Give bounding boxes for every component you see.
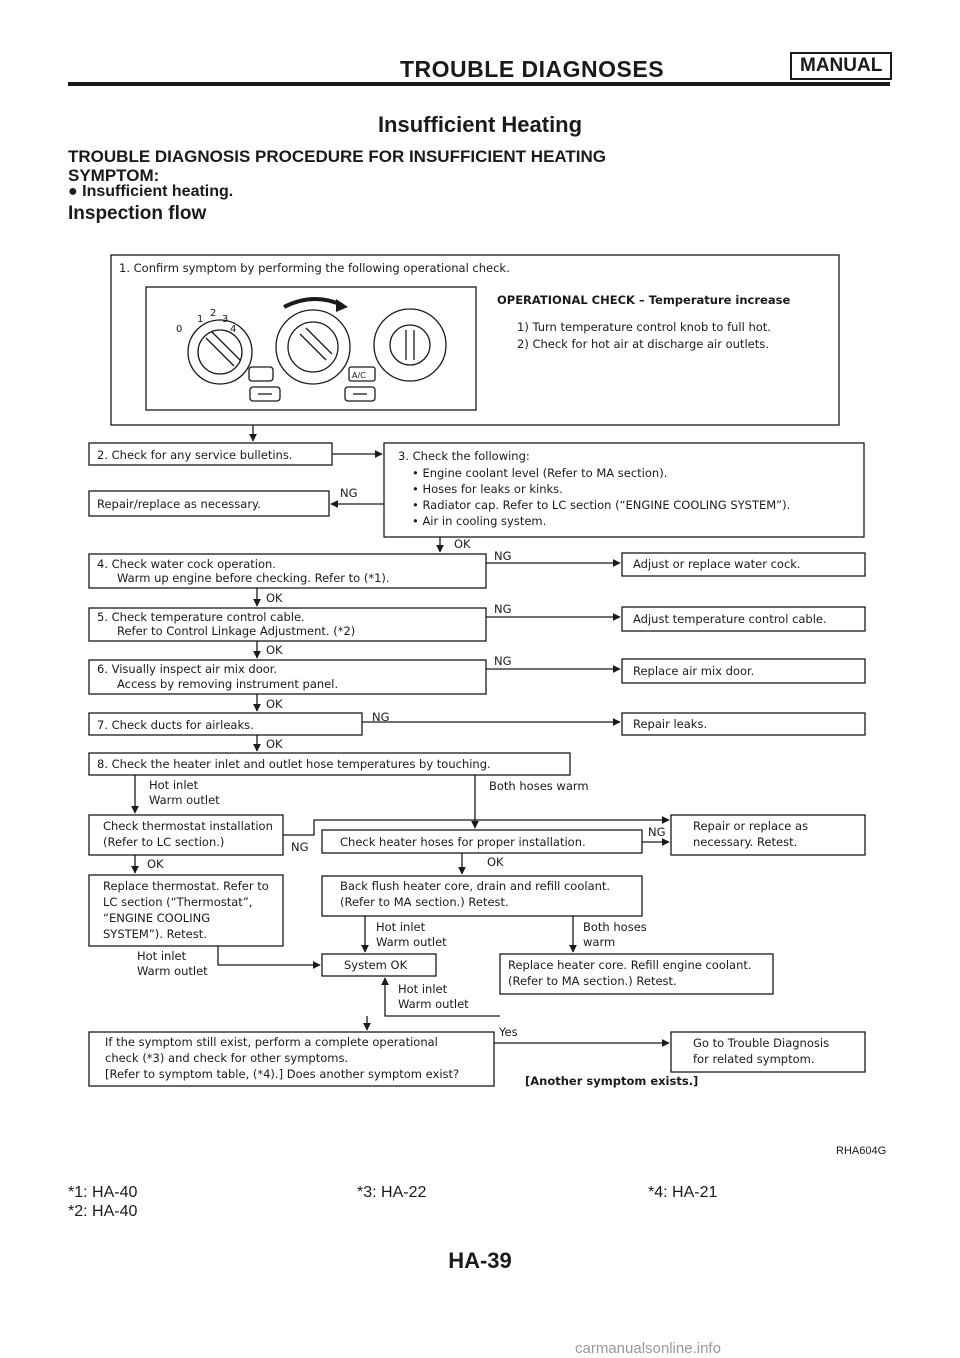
warm-outlet-label: Warm outlet xyxy=(376,935,447,949)
r7-text: Repair leaks. xyxy=(633,717,708,731)
r6-text: Replace air mix door. xyxy=(633,664,755,678)
ng-label: NG xyxy=(340,486,358,500)
goto-line2: for related symptom. xyxy=(693,1052,815,1066)
step3-item: • Hoses for leaks or kinks. xyxy=(412,482,563,496)
ok-label: OK xyxy=(454,537,471,551)
both-hoses-label: Both hoses xyxy=(583,920,647,934)
symptom-item: ● Insufficient heating. xyxy=(68,183,234,200)
final-line2: check (*3) and check for other symptoms. xyxy=(105,1051,349,1065)
footnote-3: *3: HA-22 xyxy=(357,1184,427,1201)
step3-item: • Air in cooling system. xyxy=(412,514,547,528)
fan-3: 3 xyxy=(222,314,229,325)
replace-core-line1: Replace heater core. Refill engine coolant. xyxy=(508,958,752,972)
replace-thermostat-line: SYSTEM”). Retest. xyxy=(103,927,207,941)
footnote-2: *2: HA-40 xyxy=(68,1203,138,1220)
backflush-line1: Back flush heater core, drain and refill coolant. xyxy=(340,879,611,893)
ng-label: NG xyxy=(291,840,309,854)
ok-label: OK xyxy=(266,643,283,657)
ng-label: NG xyxy=(494,602,512,616)
temp-arc-icon xyxy=(284,299,342,307)
warm-outlet-label: Warm outlet xyxy=(398,997,469,1011)
op-2: 2) Check for hot air at discharge air outlets. xyxy=(517,337,769,351)
op-title: OPERATIONAL CHECK – Temperature increase xyxy=(497,293,791,307)
fan-4: 4 xyxy=(230,324,237,335)
op-1: 1) Turn temperature control knob to full hot. xyxy=(517,320,771,334)
fan-0: 0 xyxy=(176,324,183,335)
replace-thermostat-line: Replace thermostat. Refer to xyxy=(103,879,269,893)
ok-label: OK xyxy=(147,857,164,871)
thermostat-line2: (Refer to LC section.) xyxy=(103,835,225,849)
manual-badge: MANUAL xyxy=(790,52,892,80)
figure-code: RHA604G xyxy=(836,1145,887,1157)
ac-label: A/C xyxy=(352,371,366,380)
recirc-icon xyxy=(249,367,273,381)
hot-inlet-label: Hot inlet xyxy=(137,949,187,963)
replace-thermostat-line: “ENGINE COOLING xyxy=(103,911,211,925)
r5-text: Adjust temperature control cable. xyxy=(633,612,827,626)
repair-text: Repair/replace as necessary. xyxy=(97,497,261,511)
backflush-line2: (Refer to MA section.) Retest. xyxy=(340,895,509,909)
mode-knob-icon xyxy=(374,309,446,381)
footnote-4: *4: HA-21 xyxy=(648,1184,718,1201)
hot-inlet-label: Hot inlet xyxy=(149,778,199,792)
step5-line1: 5. Check temperature control cable. xyxy=(97,610,305,624)
flow-title: Inspection flow xyxy=(68,203,207,224)
final-line1: If the symptom still exist, perform a complete operational xyxy=(105,1035,438,1049)
step2-text: 2. Check for any service bulletins. xyxy=(97,448,293,462)
ok-label: OK xyxy=(266,697,283,711)
watermark: carmanualsonline.info xyxy=(575,1340,721,1357)
step1-text: 1. Confirm symptom by performing the following operational check. xyxy=(119,261,510,275)
ng-label: NG xyxy=(494,549,512,563)
ok-label: OK xyxy=(487,855,504,869)
fan-2: 2 xyxy=(210,308,217,319)
page-number: HA-39 xyxy=(448,1248,512,1273)
ok-label: OK xyxy=(266,591,283,605)
warm-outlet-label: Warm outlet xyxy=(149,793,220,807)
thermostat-line1: Check thermostat installation xyxy=(103,819,273,833)
step8-text: 8. Check the heater inlet and outlet hose temperatures by touching. xyxy=(97,757,491,771)
ng-label: NG xyxy=(372,710,390,724)
step4-line2: Warm up engine before checking. Refer to (*1). xyxy=(117,571,390,585)
symptom-label: SYMPTOM: xyxy=(68,166,160,185)
repair-retest-line2: necessary. Retest. xyxy=(693,835,798,849)
warm-label: warm xyxy=(583,935,616,949)
step7-text: 7. Check ducts for airleaks. xyxy=(97,718,254,732)
final-line3: [Refer to symptom table, (*4).] Does another symptom exist? xyxy=(105,1067,460,1081)
replace-core-line2: (Refer to MA section.) Retest. xyxy=(508,974,677,988)
both-warm-label: Both hoses warm xyxy=(489,779,589,793)
fan-1: 1 xyxy=(197,314,204,325)
header-title: TROUBLE DIAGNOSES xyxy=(400,56,665,82)
goto-line1: Go to Trouble Diagnosis xyxy=(693,1036,830,1050)
hot-inlet-label: Hot inlet xyxy=(398,982,448,996)
step4-line1: 4. Check water cock operation. xyxy=(97,557,276,571)
footnote-1: *1: HA-40 xyxy=(68,1184,138,1201)
repair-retest-line1: Repair or replace as xyxy=(693,819,809,833)
yes-label: Yes xyxy=(499,1025,518,1039)
step3-title: 3. Check the following: xyxy=(398,449,530,463)
flow-connectors xyxy=(135,425,669,1043)
step5-line2: Refer to Control Linkage Adjustment. (*2) xyxy=(117,624,356,638)
ng-label: NG xyxy=(494,654,512,668)
ok-label: OK xyxy=(266,737,283,751)
system-ok-text: System OK xyxy=(344,958,408,972)
step6-line1: 6. Visually inspect air mix door. xyxy=(97,662,278,676)
replace-thermostat-line: LC section (“Thermostat”, xyxy=(103,895,253,909)
control-panel-illustration xyxy=(146,287,476,410)
step6-line2: Access by removing instrument panel. xyxy=(117,677,339,691)
procedure-title: TROUBLE DIAGNOSIS PROCEDURE FOR INSUFFICIENT HEATING xyxy=(68,147,607,166)
r4-text: Adjust or replace water cock. xyxy=(633,557,801,571)
ng-label: NG xyxy=(648,825,666,839)
warm-outlet-label: Warm outlet xyxy=(137,964,208,978)
section-title: Insufficient Heating xyxy=(377,112,583,137)
another-symptom-label: [Another symptom exists.] xyxy=(525,1074,699,1088)
step3-item: • Radiator cap. Refer to LC section (“ENGINE COOLING SYSTEM”). xyxy=(412,498,791,512)
bullet-icon: ● xyxy=(68,183,78,200)
hoses-check-text: Check heater hoses for proper installation. xyxy=(340,835,586,849)
hot-inlet-label: Hot inlet xyxy=(376,920,426,934)
step3-item: • Engine coolant level (Refer to MA section). xyxy=(412,466,668,480)
